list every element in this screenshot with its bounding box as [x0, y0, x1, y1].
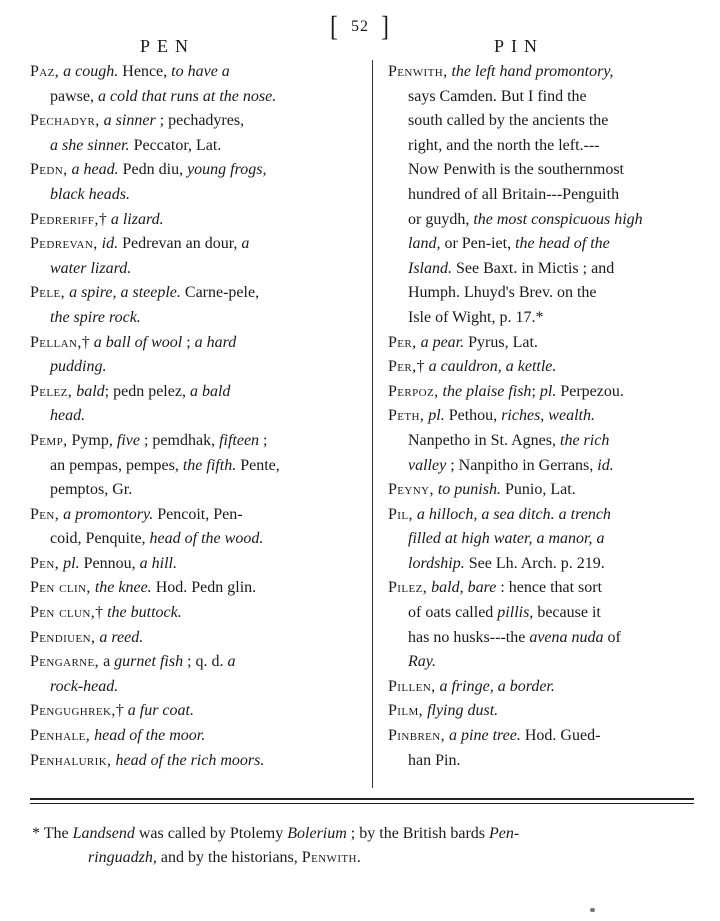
text-run: an pempas, pempes,: [50, 456, 183, 474]
text-run: †: [416, 358, 429, 376]
italic-text: a promontory.: [59, 505, 154, 523]
italic-text: a pear.: [416, 333, 465, 351]
text-run: * The: [32, 825, 73, 842]
entry-headword: Peyny,: [388, 481, 434, 499]
dictionary-entry: [388, 60, 694, 85]
italic-text: a fringe, a border.: [435, 677, 555, 695]
running-head-right: PIN: [494, 36, 545, 56]
italic-text: to have a: [171, 63, 230, 80]
entry-continuation: [388, 158, 694, 183]
dictionary-entry: [30, 331, 342, 356]
italic-text: head of the rich moors.: [111, 751, 265, 769]
footnote-rule-thin: [30, 803, 694, 804]
italic-text: a sinner: [99, 112, 156, 130]
entry-headword: Pinbren,: [388, 727, 446, 745]
italic-text: fifteen: [219, 431, 260, 449]
italic-text: lordship.: [408, 554, 465, 572]
italic-text: a head.: [67, 161, 119, 179]
dictionary-entry: [388, 576, 694, 601]
text-run: right, and the north the left.---: [408, 136, 600, 154]
entry-continuation: [30, 527, 342, 552]
entry-continuation: [388, 85, 694, 110]
entry-continuation: [388, 257, 694, 282]
italic-text: a she sinner.: [50, 136, 130, 154]
italic-text: a lizard.: [110, 210, 164, 228]
text-run: hundred of all Britain---Penguith: [408, 185, 620, 203]
entry-headword: Per,: [388, 358, 417, 376]
text-run: Pencoit, Pen-: [153, 505, 243, 523]
entry-headword: Pedrevan,: [30, 235, 98, 253]
dictionary-entry: [30, 232, 342, 257]
text-run: Carne-pele,: [180, 284, 260, 302]
entry-continuation: [388, 552, 694, 577]
ink-speck: [590, 908, 595, 912]
entry-headword: Perpoz,: [388, 382, 439, 400]
text-run: pemptos, Gr.: [50, 481, 133, 499]
dictionary-entry: [30, 429, 342, 454]
entry-continuation: [388, 601, 694, 626]
text-run: See Baxt. in Mictis ; and: [452, 259, 615, 277]
dictionary-entry: [30, 552, 342, 577]
entry-headword: Pedn,: [30, 161, 68, 179]
dictionary-entry: [30, 158, 342, 183]
dictionary-entry: [388, 724, 694, 749]
text-run: Peccator, Lat.: [129, 136, 222, 154]
italic-text: the most conspicuous high: [473, 210, 643, 228]
column-divider: [372, 60, 373, 788]
dictionary-entry: [30, 650, 342, 675]
text-run: Nanpetho in St. Agnes,: [408, 431, 560, 449]
entry-headword: Pedreriff,: [30, 210, 99, 228]
italic-text: Ray.: [408, 653, 436, 671]
text-run: Pedn diu,: [118, 161, 188, 179]
text-run: was called by Ptolemy: [134, 825, 288, 842]
entry-continuation: [388, 626, 694, 651]
dictionary-entry: [30, 576, 342, 601]
text-run: ; pechadyres,: [155, 112, 245, 130]
dictionary-entry: [30, 503, 342, 528]
footnote: [32, 822, 694, 870]
entry-headword: Pen clin,: [30, 579, 91, 597]
entry-continuation: [388, 183, 694, 208]
text-run: pawse,: [50, 87, 98, 105]
text-run: or Pen-iet,: [440, 235, 516, 253]
text-run: of oats called: [408, 604, 498, 622]
italic-text: valley: [408, 456, 447, 474]
entry-headword: Pilez,: [388, 579, 428, 597]
entry-headword: Pengarne,: [30, 653, 100, 671]
italic-text: a ball of wool: [93, 333, 183, 351]
italic-text: Island.: [408, 259, 452, 277]
text-run: ;: [531, 382, 540, 400]
italic-text: the plaise fish: [438, 382, 532, 400]
entry-continuation: [30, 134, 342, 159]
italic-text: a hard: [194, 333, 237, 351]
dictionary-entry: [388, 355, 694, 380]
italic-text: the head of the: [515, 235, 610, 253]
italic-text: gurnet fish: [114, 653, 184, 671]
text-run: or guydh,: [408, 210, 474, 228]
italic-text: a cauldron, a kettle.: [428, 358, 557, 376]
italic-text: a spire, a steeple.: [65, 284, 181, 302]
text-run: : hence that sort: [496, 579, 603, 597]
dictionary-entry: [30, 699, 342, 724]
entry-continuation: [388, 527, 694, 552]
entry-headword: Pendiuen,: [30, 628, 96, 646]
text-run: Punio, Lat.: [500, 481, 576, 499]
text-run: Hod. Gued-: [520, 727, 601, 745]
dictionary-entry: [30, 601, 342, 626]
italic-text: filled at high water, a manor, a: [408, 530, 605, 548]
text-run: ; by the British bards: [346, 825, 490, 842]
entry-headword: Paz,: [30, 63, 60, 80]
entry-continuation: [388, 650, 694, 675]
text-run: ;: [259, 431, 268, 449]
entry-continuation: [388, 306, 694, 331]
text-run: Hence,: [118, 63, 172, 80]
text-run: Now Penwith is the southernmost: [408, 161, 624, 179]
italic-text: the buttock.: [107, 604, 182, 622]
entry-headword: Pechadyr,: [30, 112, 100, 130]
page-number-value: 52: [351, 18, 369, 35]
italic-text: bald, bare: [427, 579, 497, 597]
text-run: Pedrevan an dour,: [118, 235, 242, 253]
italic-text: a hilloch, a sea ditch. a trench: [412, 505, 611, 523]
left-column: [30, 60, 342, 773]
text-run: Penwith.: [301, 849, 362, 866]
italic-text: id.: [97, 235, 119, 253]
text-run: †: [95, 604, 108, 622]
entry-continuation: [30, 675, 342, 700]
page-number: [0, 11, 720, 43]
italic-text: five: [116, 431, 140, 449]
text-run: Pethou,: [444, 407, 502, 425]
entry-continuation: [30, 355, 342, 380]
text-run: †: [115, 702, 128, 720]
dictionary-entry: [30, 281, 342, 306]
right-column: [388, 60, 694, 773]
italic-text: Landsend: [72, 825, 135, 842]
italic-text: a bald: [189, 382, 231, 400]
text-run: Perpezou.: [556, 382, 624, 400]
text-run: Isle of Wight, p. 17.*: [408, 308, 544, 326]
entry-headword: Peth,: [388, 407, 425, 425]
italic-text: avena nuda: [529, 628, 604, 646]
italic-text: head of the moor.: [90, 727, 206, 745]
italic-text: a: [241, 235, 250, 253]
entry-headword: Pen,: [30, 554, 60, 572]
text-run: has no husks---the: [408, 628, 530, 646]
entry-headword: Penhale,: [30, 727, 91, 745]
dictionary-entry: [30, 626, 342, 651]
entry-continuation: [30, 454, 342, 479]
text-run: south called by the ancients the: [408, 112, 609, 130]
entry-headword: Pelez,: [30, 382, 73, 400]
entry-continuation: [388, 208, 694, 233]
dictionary-entry: [388, 503, 694, 528]
italic-text: black heads.: [50, 185, 130, 203]
text-run: †: [81, 333, 94, 351]
entry-continuation: [30, 85, 342, 110]
italic-text: rock-head.: [50, 677, 119, 695]
footnote-rule-thick: [30, 798, 694, 800]
text-run: because it: [533, 604, 601, 622]
footnote-line-1: [32, 822, 694, 846]
footnote-line-2: [32, 846, 694, 870]
entry-headword: Pengughrek,: [30, 702, 116, 720]
text-run: coid, Penquite,: [50, 530, 150, 548]
right-bracket: ]: [381, 11, 390, 43]
text-run: Pennou,: [79, 554, 140, 572]
italic-text: flying dust.: [423, 702, 499, 720]
text-run: ; Nanpitho in Gerrans,: [446, 456, 598, 474]
italic-text: pl.: [539, 382, 557, 400]
italic-text: Pen-: [489, 825, 520, 842]
entry-headword: Pemp,: [30, 431, 68, 449]
italic-text: a pine tree.: [445, 727, 521, 745]
dictionary-entry: [388, 699, 694, 724]
dictionary-entry: [388, 478, 694, 503]
text-run: Humph. Lhuyd's Brev. on the: [408, 284, 597, 302]
dictionary-entry: [30, 109, 342, 134]
entry-headword: Pellan,: [30, 333, 82, 351]
italic-text: pudding.: [50, 358, 107, 376]
text-run: ; pemdhak,: [139, 431, 220, 449]
entry-continuation: [30, 306, 342, 331]
entry-continuation: [30, 478, 342, 503]
italic-text: head.: [50, 407, 86, 425]
italic-text: water lizard.: [50, 259, 132, 277]
entry-headword: Pillen,: [388, 677, 436, 695]
entry-continuation: [388, 454, 694, 479]
italic-text: the fifth.: [182, 456, 237, 474]
italic-text: ringuadzh,: [88, 849, 157, 866]
entry-headword: Pele,: [30, 284, 66, 302]
italic-text: land,: [408, 235, 441, 253]
entry-headword: Pil,: [388, 505, 413, 523]
entry-headword: Per,: [388, 333, 417, 351]
entry-continuation: [388, 429, 694, 454]
italic-text: a: [227, 653, 236, 671]
entry-headword: Pen,: [30, 505, 60, 523]
text-run: ; pedn pelez,: [104, 382, 190, 400]
italic-text: the knee.: [90, 579, 152, 597]
italic-text: bald: [72, 382, 105, 400]
text-run: Pyrus, Lat.: [464, 333, 538, 351]
italic-text: a reed.: [95, 628, 144, 646]
text-run: Pente,: [236, 456, 280, 474]
italic-text: Bolerium: [287, 825, 347, 842]
text-run: and by the historians,: [156, 849, 302, 866]
italic-text: the rich: [560, 431, 610, 449]
dictionary-entry: [388, 380, 694, 405]
entry-continuation: [30, 404, 342, 429]
text-run: See Lh. Arch. p. 219.: [464, 554, 605, 572]
entry-continuation: [388, 232, 694, 257]
italic-text: a hill.: [139, 554, 177, 572]
italic-text: pl.: [428, 407, 445, 425]
italic-text: the left hand promontory,: [447, 63, 614, 80]
text-run: ;: [182, 333, 195, 351]
text-run: a: [99, 653, 115, 671]
italic-text: young frogs,: [187, 161, 267, 179]
dictionary-entry: [388, 404, 694, 429]
italic-text: head of the wood.: [149, 530, 264, 548]
text-run: han Pin.: [408, 751, 461, 769]
entry-headword: Pilm,: [388, 702, 424, 720]
italic-text: a cold that runs at the nose.: [97, 87, 277, 105]
dictionary-entry: [388, 331, 694, 356]
text-run: †: [98, 210, 111, 228]
text-run: says Camden. But I find the: [408, 87, 587, 105]
italic-text: pillis,: [497, 604, 534, 622]
left-bracket: [: [330, 11, 339, 43]
entry-continuation: [388, 109, 694, 134]
dictionary-entry: [388, 675, 694, 700]
italic-text: to punish.: [433, 481, 501, 499]
italic-text: the spire rock.: [50, 308, 141, 326]
text-run: ; q. d.: [183, 653, 228, 671]
italic-text: pl.: [63, 554, 80, 572]
entry-headword: Penwith,: [388, 63, 448, 80]
italic-text: id.: [597, 456, 614, 474]
dictionary-entry: [30, 208, 342, 233]
entry-continuation: [388, 134, 694, 159]
italic-text: a cough.: [59, 63, 119, 80]
entry-continuation: [388, 749, 694, 774]
entry-continuation: [30, 183, 342, 208]
entry-continuation: [30, 257, 342, 282]
text-run: Hod. Pedn glin.: [151, 579, 257, 597]
running-head-left: PEN: [140, 36, 196, 56]
entry-continuation: [388, 281, 694, 306]
entry-headword: Penhalurik,: [30, 751, 112, 769]
entry-headword: Pen clun,: [30, 604, 96, 622]
italic-text: a fur coat.: [127, 702, 194, 720]
dictionary-entry: [30, 60, 342, 85]
text-run: of: [603, 628, 621, 646]
dictionary-entry: [30, 724, 342, 749]
text-run: Pymp,: [67, 431, 117, 449]
dictionary-entry: [30, 749, 342, 774]
italic-text: riches, wealth.: [501, 407, 595, 425]
dictionary-entry: [30, 380, 342, 405]
